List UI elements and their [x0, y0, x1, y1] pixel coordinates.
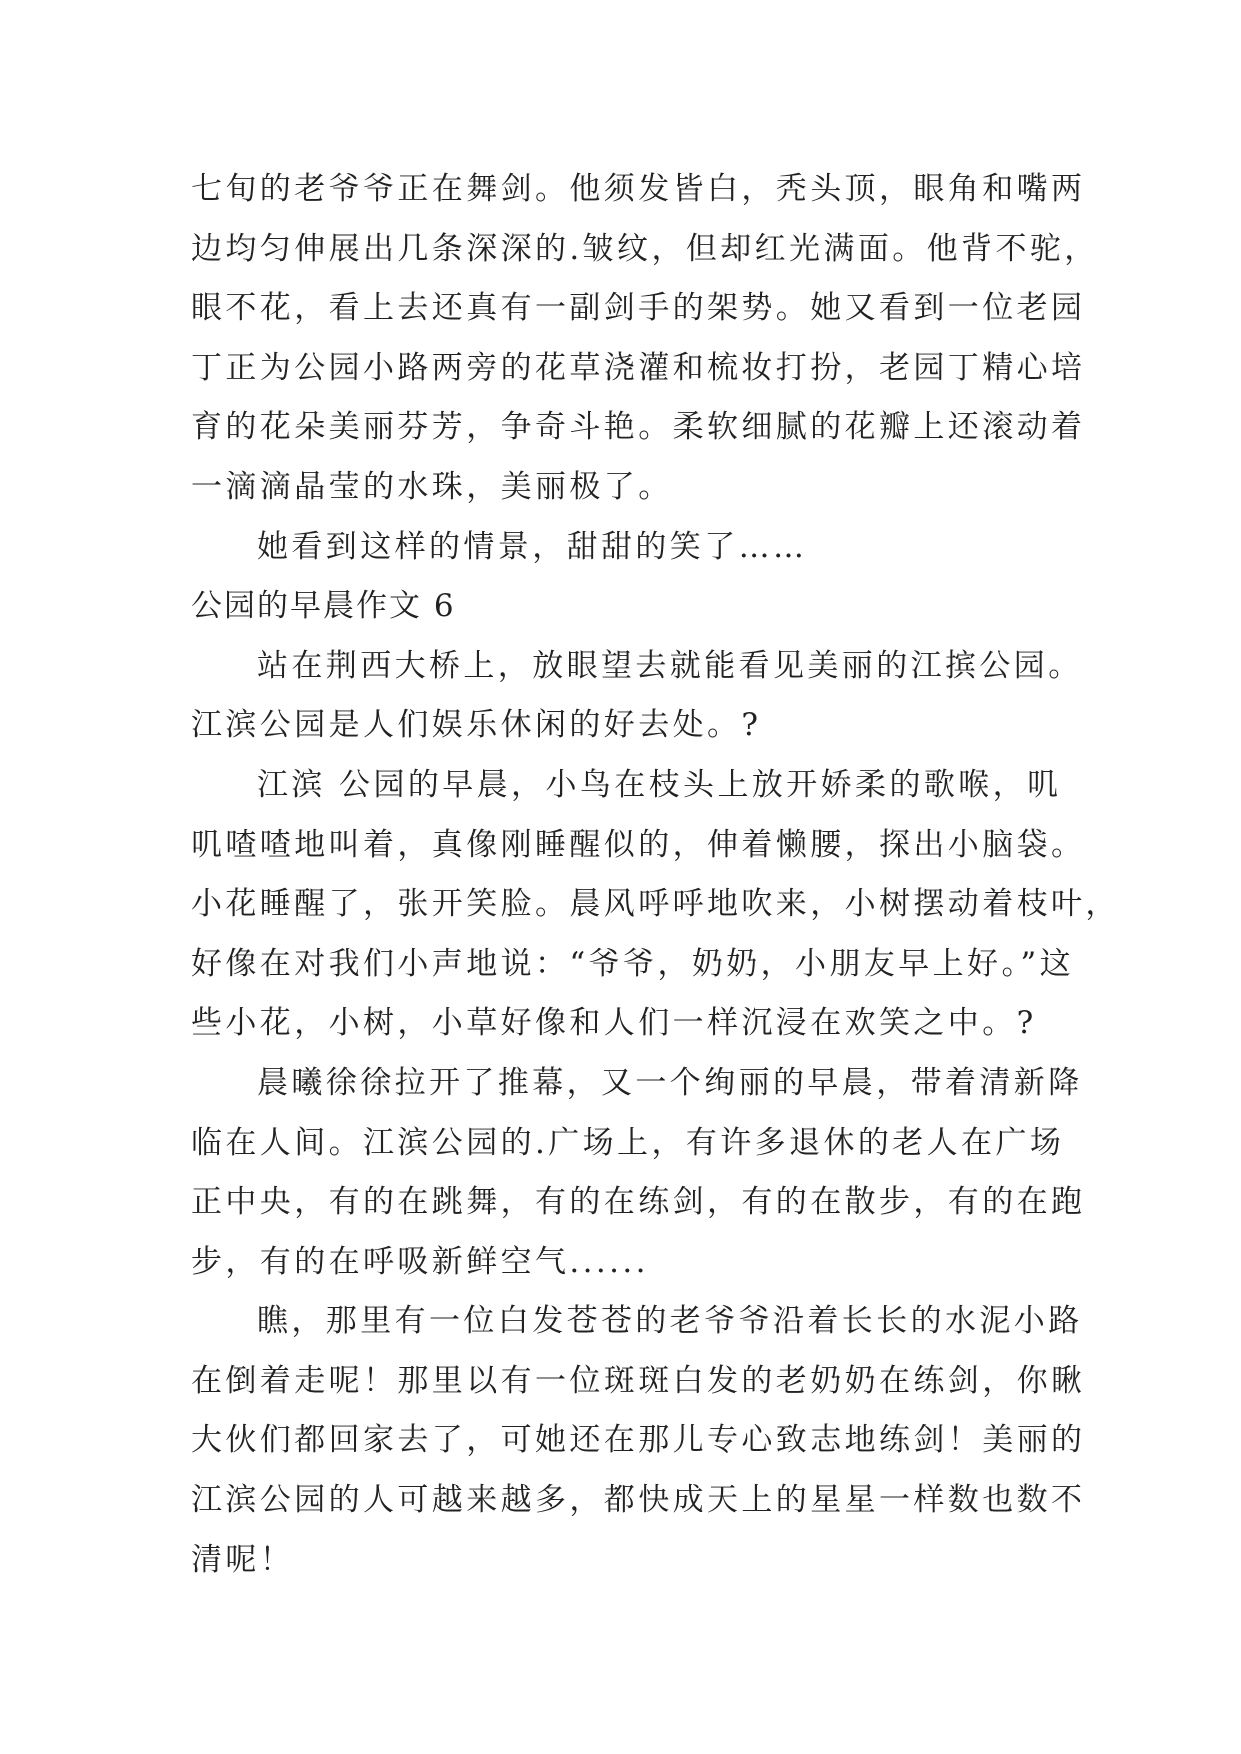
text-line: 大伙们都回家去了，可她还在那儿专心致志地练剑！美丽的	[191, 1422, 1086, 1459]
text-line: 临在人间。江滨公园的.广场上，有许多退休的老人在广场	[191, 1124, 1065, 1161]
essay-title: 公园的早晨作文 6	[191, 588, 456, 625]
closing-line: 她看到这样的情景，甜甜的笑了……	[257, 528, 808, 565]
text-line: 七旬的老爷爷正在舞剑。他须发皆白，秃头顶，眼角和嘴两	[191, 171, 1086, 207]
text-line: 江滨公园是人们娱乐休闲的好去处。?	[191, 707, 762, 744]
text-line: 瞧，那里有一位白发苍苍的老爷爷沿着长长的水泥小路	[257, 1303, 1083, 1340]
text-line: 正中央，有的在跳舞，有的在练剑，有的在散步，有的在跑	[191, 1184, 1086, 1221]
text-line: 晨曦徐徐拉开了推幕，又一个绚丽的早晨，带着清新降	[257, 1064, 1083, 1101]
text-line: 江滨 公园的早晨，小鸟在枝头上放开娇柔的歌喉，叽	[257, 766, 1062, 803]
text-line: 站在荆西大桥上，放眼望去就能看见美丽的江摈公园。	[257, 647, 1083, 684]
text-line: 育的花朵美丽芬芳，争奇斗艳。柔软细腻的花瓣上还滚动着	[191, 409, 1086, 446]
text-line: 好像在对我们小声地说：“爷爷，奶奶，小朋友早上好。”这	[191, 945, 1074, 982]
text-line: 边均匀伸展出几条深深的.皱纹，但却红光满面。他背不驼，	[191, 230, 1099, 267]
text-line: 眼不花，看上去还真有一副剑手的架势。她又看到一位老园	[191, 290, 1086, 327]
text-line: 一滴滴晶莹的水珠，美丽极了。	[191, 468, 673, 505]
text-line: 叽喳喳地叫着，真像刚睡醒似的，伸着懒腰，探出小脑袋。	[191, 826, 1086, 863]
text-line: 小花睡醒了，张开笑脸。晨风呼呼地吹来，小树摆动着枝叶，	[191, 886, 1120, 923]
text-line: 丁正为公园小路两旁的花草浇灌和梳妆打扮，老园丁精心培	[191, 349, 1086, 386]
text-line: 步，有的在呼吸新鲜空气......	[191, 1243, 649, 1280]
text-line: 江滨公园的人可越来越多，都快成天上的星星一样数也数不	[191, 1482, 1086, 1519]
text-line: 在倒着走呢！那里以有一位斑斑白发的老奶奶在练剑，你瞅	[191, 1362, 1086, 1399]
text-line: 清呢！	[191, 1541, 295, 1578]
text-line: 些小花，小树，小草好像和人们一样沉浸在欢笑之中。?	[191, 1005, 1037, 1042]
document-body	[191, 160, 1120, 1590]
